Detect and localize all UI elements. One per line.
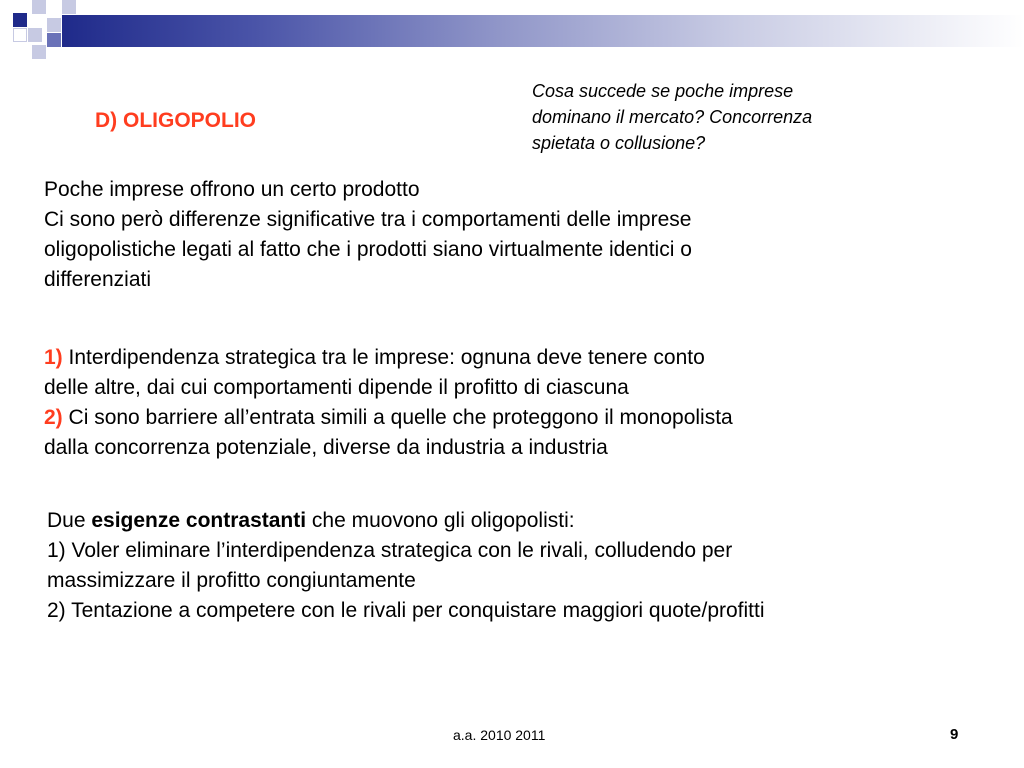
decor-square — [13, 28, 27, 42]
decor-square — [28, 28, 42, 42]
point-1-number: 1) — [44, 346, 63, 369]
points-paragraph — [44, 343, 733, 463]
slide-title: D) OLIGOPOLIO — [95, 109, 256, 132]
decor-square — [32, 0, 46, 14]
decor-square — [47, 18, 61, 32]
needs-lead-before: Due — [47, 509, 92, 532]
point-2-text: Ci sono barriere all’entrata simili a quelle che proteggono il monopolista — [62, 406, 733, 429]
decor-square — [47, 33, 61, 47]
intro-paragraph — [44, 175, 692, 295]
needs-lead-bold: esigenze contrastanti — [91, 509, 307, 532]
needs-line: 1) Voler eliminare l’interdipendenza strategica con le rivali, colludendo per — [47, 539, 733, 562]
needs-lead-after: che muovono gli oligopolisti: — [306, 509, 575, 532]
decor-square — [32, 45, 46, 59]
point-2-line — [44, 403, 733, 433]
decor-square — [13, 13, 27, 27]
needs-paragraph — [47, 506, 765, 626]
needs-line: 2) Tentazione a competere con le rivali per conquistare maggiori quote/profitti — [47, 599, 765, 622]
intro-line: Ci sono però differenze significative tra i comportamenti delle imprese — [44, 208, 692, 231]
side-note-line: spietata o collusione? — [532, 133, 706, 153]
side-note-line: Cosa succede se poche imprese — [532, 81, 794, 101]
side-note — [532, 78, 912, 156]
point-1-text: Interdipendenza strategica tra le imprese: ognuna deve tenere conto — [62, 346, 705, 369]
point-1-line — [44, 343, 733, 373]
intro-line: Poche imprese offrono un certo prodotto — [44, 178, 420, 201]
header-gradient-bar — [62, 15, 1024, 47]
point-2-number: 2) — [44, 406, 63, 429]
needs-lead — [47, 506, 765, 536]
footer-text: a.a. 2010 2011 — [453, 727, 546, 743]
intro-line: differenziati — [44, 268, 152, 291]
page-number: 9 — [950, 726, 959, 743]
needs-line: massimizzare il profitto congiuntamente — [47, 569, 416, 592]
point-1-line-2: delle altre, dai cui comportamenti dipende il profitto di ciascuna — [44, 376, 629, 399]
intro-line: oligopolistiche legati al fatto che i prodotti siano virtualmente identici o — [44, 238, 692, 261]
decor-square — [62, 0, 76, 14]
point-2-line-2: dalla concorrenza potenziale, diverse da industria a industria — [44, 436, 608, 459]
side-note-line: dominano il mercato? Concorrenza — [532, 107, 813, 127]
